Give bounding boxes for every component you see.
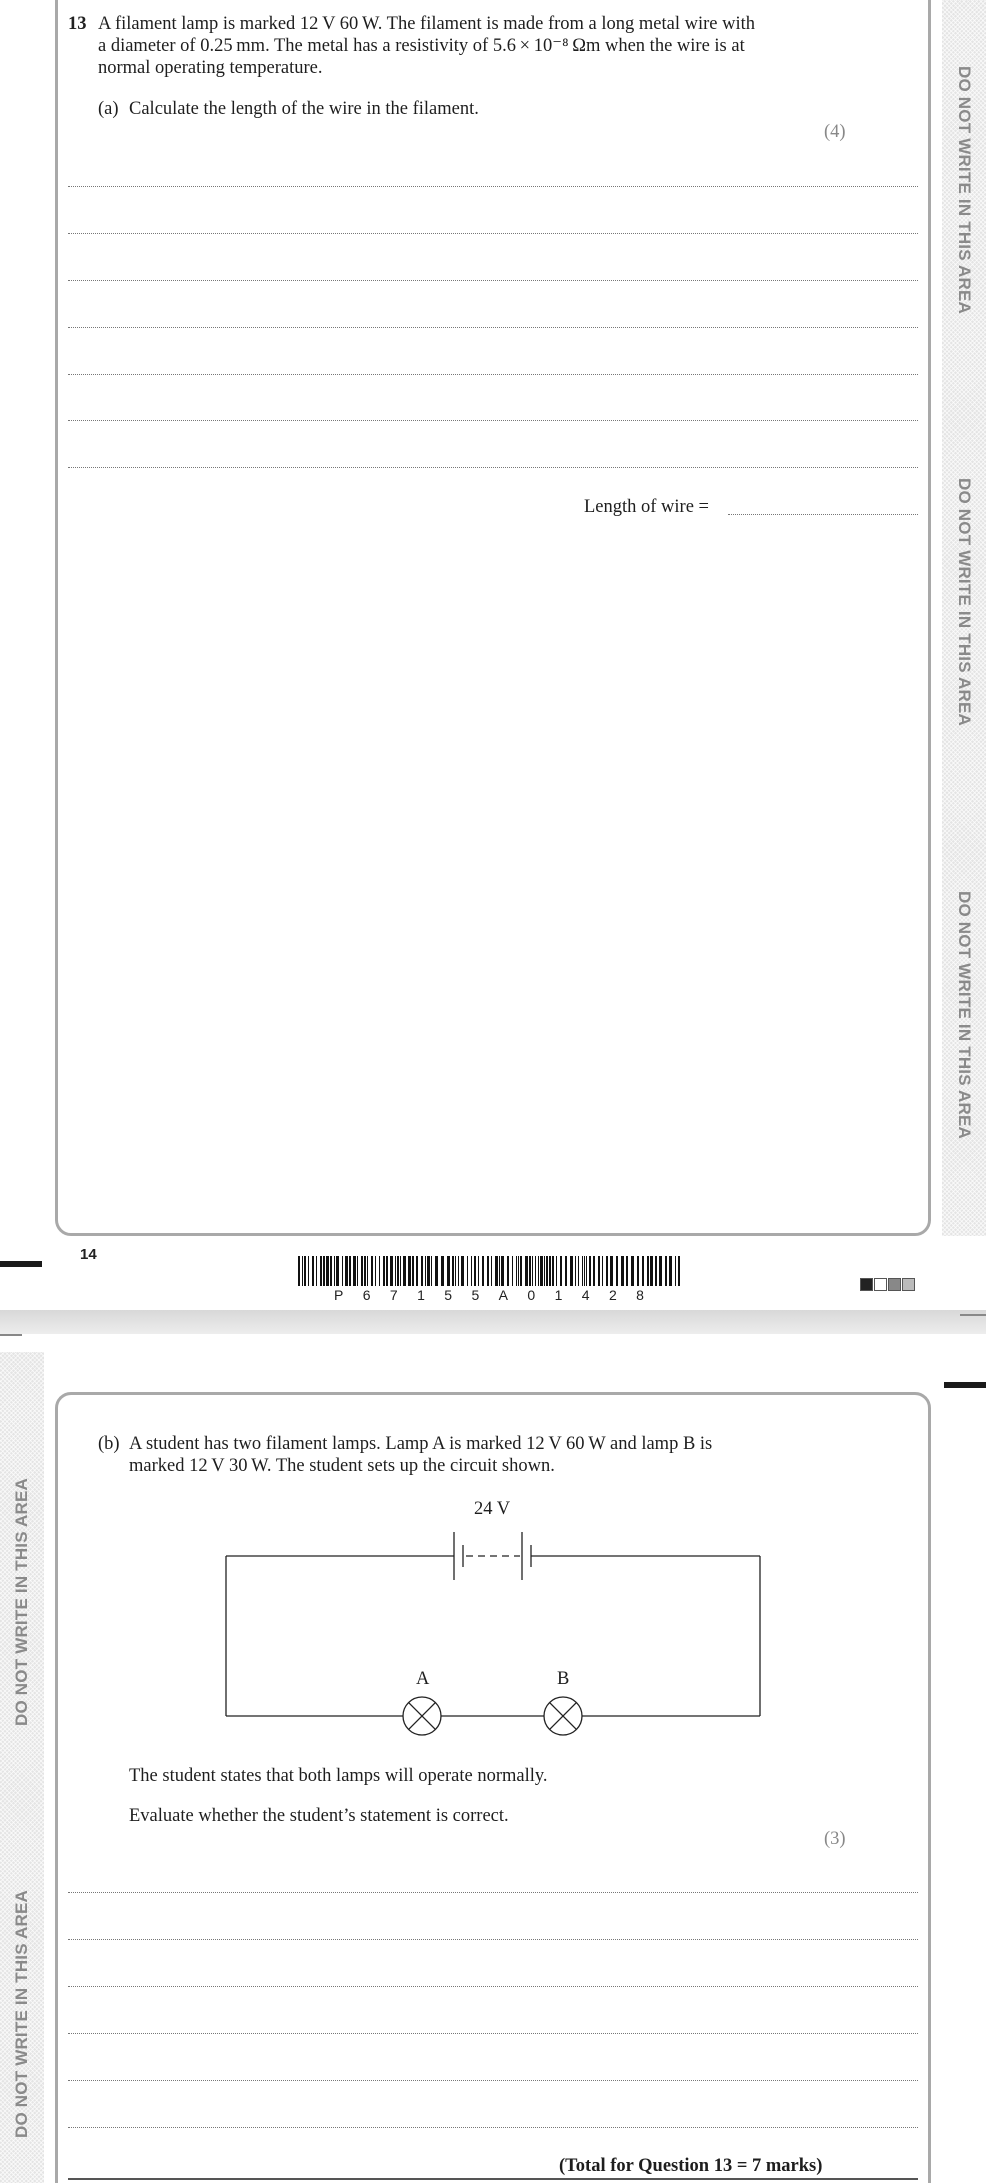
page-number: 14	[80, 1246, 97, 1263]
barcode-char: 5	[471, 1287, 480, 1303]
barcode-char: 6	[362, 1287, 371, 1303]
part-b-label: (b)	[98, 1434, 120, 1454]
side-warning-5: DO NOT WRITE IN THIS AREA	[12, 1889, 31, 2139]
part-a-label: (a)	[98, 99, 119, 119]
question-intro-line-1: A filament lamp is marked 12 V 60 W. The filament is made from a long metal wire with	[98, 14, 755, 34]
barcode-char: 7	[389, 1287, 398, 1303]
part-b-intro-line-1: A student has two filament lamps. Lamp A is marked 12 V 60 W and lamp B is	[129, 1434, 713, 1454]
part-b-marks: (3)	[824, 1829, 846, 1849]
evaluate-instruction: Evaluate whether the student’s statement is correct.	[129, 1806, 509, 1826]
question-intro-line-3: normal operating temperature.	[98, 58, 323, 78]
answer-line[interactable]	[68, 1939, 918, 1940]
length-of-wire-label: Length of wire =	[584, 497, 709, 517]
question-total: (Total for Question 13 = 7 marks)	[559, 2156, 823, 2176]
question-intro-line-2: a diameter of 0.25 mm. The metal has a resistivity of 5.6 × 10⁻⁸ Ωm when the wire is at	[98, 36, 745, 56]
barcode-char: 1	[417, 1287, 425, 1303]
lamp-b-label: B	[557, 1669, 570, 1689]
part-b-intro-line-2: marked 12 V 30 W. The student sets up the circuit shown.	[129, 1456, 555, 1476]
barcode-char: 5	[444, 1287, 453, 1303]
student-statement: The student states that both lamps will operate normally.	[129, 1766, 548, 1786]
barcode-char: A	[498, 1287, 509, 1303]
question-number: 13	[68, 14, 87, 34]
barcode-char: 4	[581, 1287, 590, 1303]
answer-line[interactable]	[68, 1986, 918, 1987]
barcode-char: 0	[527, 1287, 536, 1303]
answer-line[interactable]	[68, 2033, 918, 2034]
barcode-char: 8	[636, 1287, 644, 1303]
side-warning-4: DO NOT WRITE IN THIS AREA	[12, 1477, 31, 1727]
part-a-marks: (4)	[824, 122, 846, 142]
answer-line[interactable]	[68, 2127, 918, 2128]
side-warning-3: DO NOT WRITE IN THIS AREA	[955, 890, 974, 1140]
lamp-a-label: A	[416, 1669, 430, 1689]
barcode-char: P	[334, 1287, 344, 1303]
side-warning-1: DO NOT WRITE IN THIS AREA	[955, 65, 974, 315]
barcode-char: 1	[554, 1287, 563, 1303]
barcode-char: 2	[608, 1287, 617, 1303]
answer-line[interactable]	[68, 1892, 918, 1893]
battery-label: 24 V	[474, 1499, 511, 1519]
total-underline	[68, 2178, 918, 2180]
part-a-question: Calculate the length of the wire in the filament.	[129, 99, 479, 119]
side-warning-2: DO NOT WRITE IN THIS AREA	[955, 477, 974, 727]
answer-line[interactable]	[68, 2080, 918, 2081]
